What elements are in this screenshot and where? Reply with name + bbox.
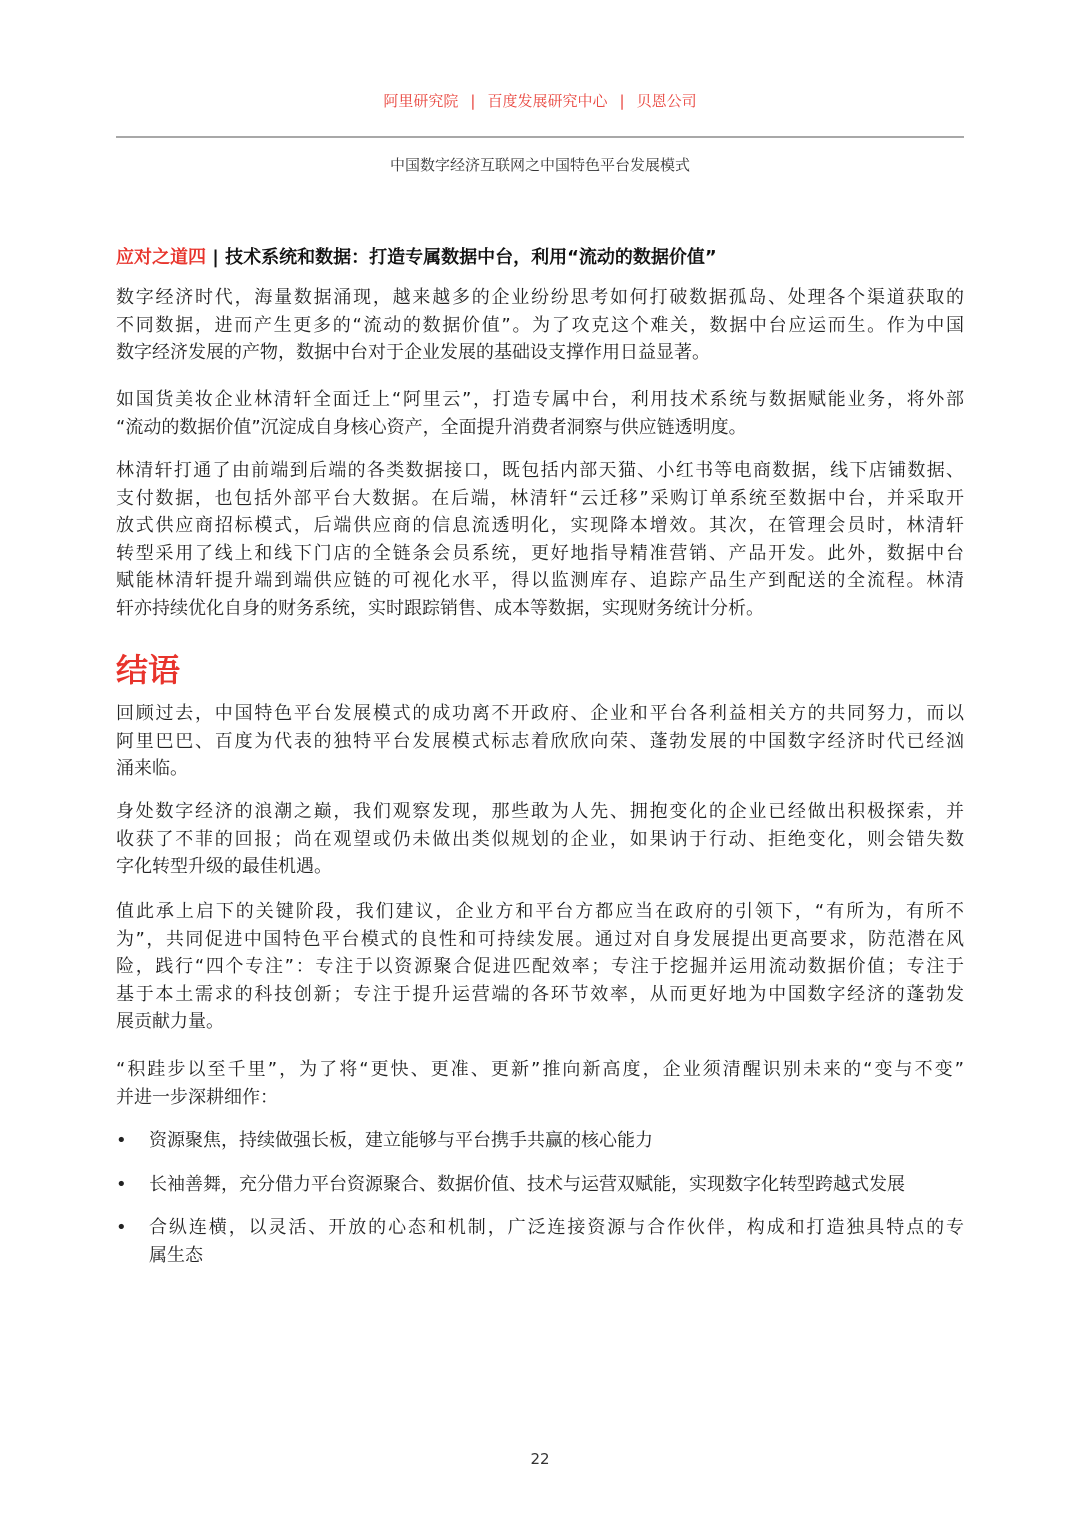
text-line: 合纵连横，以灵活、开放的心态和机制，广泛连接资源与合作伙伴，构成和打造独具特点的专 <box>149 1217 964 1238</box>
section-title: | 技术系统和数据：打造专属数据中台，利用“流动的数据价值” <box>206 247 717 268</box>
text-line: “积跬步以至千里”，为了将“更快、更准、更新”推向新高度，企业须清醒识别未来的“变与不变” <box>116 1059 964 1080</box>
text-line: 数字经济发展的产物，数据中台对于企业发展的基础设支撑作用日益显著。 <box>116 342 710 364</box>
header-divider <box>116 136 964 138</box>
text-line: 转型采用了线上和线下门店的全链条会员系统，更好地指导精准营销、产品开发。此外，数据中台 <box>116 542 964 564</box>
publisher-alibaba-research: 阿里研究院 <box>383 92 459 110</box>
text-line: 基于本土需求的科技创新；专注于提升运营端的各环节效率，从而更好地为中国数字经济的蓬勃发 <box>116 983 964 1005</box>
text-line: 赋能林清轩提升端到端供应链的可视化水平，得以监测库存、追踪产品生产到配送的全流程。林清 <box>116 570 964 592</box>
text-line: 长袖善舞，充分借力平台资源聚合、数据价值、技术与运营双赋能，实现数字化转型跨越式发展 <box>149 1174 905 1195</box>
text-line: 属生态 <box>149 1244 203 1266</box>
text-line: 涌来临。 <box>116 758 188 780</box>
separator: | <box>470 92 476 110</box>
section-label: 应对之道四 <box>116 247 206 268</box>
text-line: 数字经济时代，海量数据涌现，越来越多的企业纷纷思考如何打破数据孤岛、处理各个渠道获取的 <box>116 287 964 308</box>
text-line: 林清轩打通了由前端到后端的各类数据接口，既包括内部天猫、小红书等电商数据，线下店铺数据、 <box>116 460 964 481</box>
report-title: 中国数字经济互联网之中国特色平台发展模式 <box>389 156 690 174</box>
paragraph <box>116 898 964 1036</box>
paragraph <box>116 798 964 881</box>
text-line: 为”，共同促进中国特色平台模式的良性和可持续发展。通过对自身发展提出更高要求，防范潜在风 <box>116 928 964 950</box>
text-line: 回顾过去，中国特色平台发展模式的成功离不开政府、企业和平台各利益相关方的共同努力，而以 <box>116 703 964 724</box>
text-line: 资源聚焦，持续做强长板，建立能够与平台携手共赢的核心能力 <box>149 1130 653 1151</box>
text-line: 不同数据，进而产生更多的“流动的数据价值”。为了攻克这个难关，数据中台应运而生。作为中国 <box>116 314 964 336</box>
text-line: 展贡献力量。 <box>116 1011 224 1033</box>
section-heading <box>116 243 717 269</box>
bullet-icon: • <box>116 1217 127 1238</box>
text-line: 放式供应商招标模式，后端供应商的信息流透明化，实现降本增效。其次，在管理会员时，林清轩 <box>116 515 964 537</box>
publisher-baidu-research: 百度发展研究中心 <box>487 92 608 110</box>
text-line: 值此承上启下的关键阶段，我们建议，企业方和平台方都应当在政府的引领下，“有所为，有所不 <box>116 901 964 922</box>
text-line: 并进一步深耕细作： <box>116 1086 278 1108</box>
bullet-item <box>116 1127 964 1155</box>
report-publishers <box>0 90 1080 111</box>
paragraph <box>116 1056 964 1111</box>
text-line: 如国货美妆企业林清轩全面迁上“阿里云”，打造专属中台，利用技术系统与数据赋能业务，将外部 <box>116 389 964 410</box>
paragraph <box>116 700 964 783</box>
paragraph <box>116 284 964 367</box>
text-line: 身处数字经济的浪潮之巅，我们观察发现，那些敢为人先、拥抱变化的企业已经做出积极探索，并 <box>116 801 964 822</box>
text-line: “流动的数据价值”沉淀成自身核心资产，全面提升消费者洞察与供应链透明度。 <box>116 416 747 438</box>
bullet-item <box>116 1171 964 1199</box>
text-line: 险，践行“四个专注”：专注于以资源聚合促进匹配效率；专注于挖掘并运用流动数据价值；专注于 <box>116 956 964 978</box>
text-line: 字化转型升级的最佳机遇。 <box>116 856 332 878</box>
publisher-bain: 贝恩公司 <box>636 92 697 110</box>
page-number: 22 <box>530 1450 550 1468</box>
bullet-icon: • <box>116 1174 127 1195</box>
separator: | <box>619 92 625 110</box>
text-line: 轩亦持续优化自身的财务系统，实时跟踪销售、成本等数据，实现财务统计分析。 <box>116 597 764 619</box>
paragraph <box>116 386 964 441</box>
text-line: 阿里巴巴、百度为代表的独特平台发展模式标志着欣欣向荣、蓬勃发展的中国数字经济时代已经汹 <box>116 730 964 752</box>
conclusion-heading: 结语 <box>116 651 181 689</box>
bullet-item <box>116 1214 964 1269</box>
paragraph <box>116 457 964 623</box>
bullet-icon: • <box>116 1130 127 1151</box>
text-line: 收获了不菲的回报；尚在观望或仍未做出类似规划的企业，如果讷于行动、拒绝变化，则会错失数 <box>116 828 964 850</box>
text-line: 支付数据，也包括外部平台大数据。在后端，林清轩“云迁移”采购订单系统至数据中台，并采取开 <box>116 487 964 509</box>
